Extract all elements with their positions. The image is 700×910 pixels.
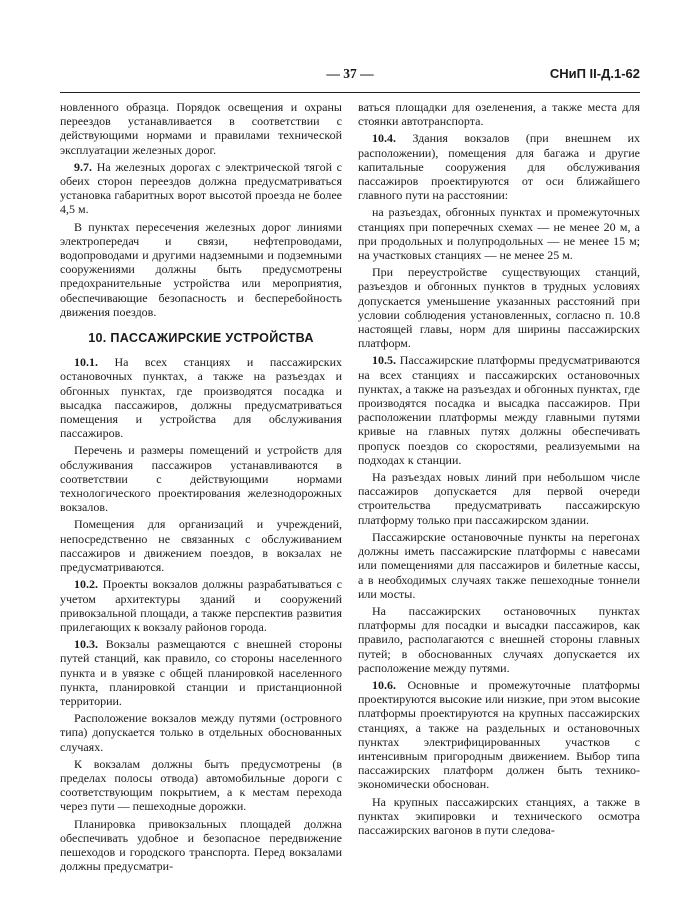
header-rule (60, 92, 640, 93)
paragraph: Планировка привокзальных площадей должна обеспечивать удобное и безопасное передвижение пешеходов и городского транспорта. Перед вокзалами должны предусматри- (60, 816, 342, 874)
page-header (60, 66, 640, 88)
paragraph: При переустройстве существующих станций, разъездов и обгонных пунктов в трудных условиях допускается уменьшение указанных расстояний при условии соблюдения установленных, согласно п. 10.8 настоящей главы, норм для ширины пассажирских платформ. (358, 265, 640, 351)
right-column (358, 100, 640, 840)
paragraph: ваться площадки для озеленения, а также места для стоянки автотранспорта. (358, 100, 640, 129)
clause-text: Здания вокзалов (при внешнем их расположении), помещения для багажа и другие капитальные сооружения для обслуживания пассажиров проектируются от оси ближайшего главного пути на расстоянии: (358, 131, 640, 203)
clause-number: 9.7. (74, 159, 92, 174)
clause-number: 10.6. (372, 677, 396, 692)
paragraph: На пассажирских остановочных пунктах платформы для посадки и высадки пассажиров, как правило, располагаются с внешней стороны главных путей; в обоснованных случаях допускается их расположение между путями. (358, 603, 640, 675)
paragraph: К вокзалам должны быть предусмотрены (в пределах полосы отвода) автомобильные дороги с соответствующим покрытием, а к местам перехода через пути — пешеходные дорожки. (60, 756, 342, 814)
clause-10-1 (60, 355, 342, 440)
page-number: — 37 — (326, 66, 374, 81)
clause-number: 10.5. (372, 353, 396, 368)
clause-10-3 (60, 637, 342, 708)
clause-text: Пассажирские платформы предусматриваются на всех станциях и пассажирских остановочных пунктах, а также на разъездах и обгонных пунктах, где производятся посадка и высадка пассажиров. При расположении платформы между главными путями кривые на главных путях должны обеспечивать пропуск поездов со скоростями, реализуемыми на подходах к станции. (358, 353, 640, 467)
paragraph: Помещения для организаций и учреждений, непосредственно не связанных с обслуживанием пассажиров и движением поездов, в вокзалах не предусматриваются. (60, 517, 342, 575)
clause-text: Основные и промежуточные платформы проектируются высокие или низкие, при этом высокие платформы проектируются на крупных пассажирских станциях, а также на раздельных и остановочных пунктах электрифицированных участков с интенсивным пригородным движением. Выбор типа пассажирских платформ должен быть технико-экономически обоснован. (358, 677, 640, 792)
clause-10-4 (358, 131, 640, 202)
clause-number: 10.4. (372, 131, 396, 146)
clause-text: На железных дорогах с электрической тягой с обеих сторон переездов должна предусматриваться установка габаритных ворот высотой проезда не более 4,5 м. (60, 159, 343, 217)
clause-10-6 (358, 678, 640, 792)
section-title: 10. ПАССАЖИРСКИЕ УСТРОЙСТВА (88, 331, 314, 346)
paragraph: На крупных пассажирских станциях, а также в пунктах экипировки и технического осмотра пассажирских вагонов в пути следова- (358, 794, 640, 837)
clause-text: На всех станциях и пассажирских остановочных пунктах, а также на разъездах и обгонных пунктах, где производятся посадка и высадка пассажиров, должны предусматриваться помещения и устройства для обслуживания пассажиров. (60, 355, 342, 441)
left-column (60, 100, 342, 876)
paragraph: На разъездах новых линий при небольшом числе пассажиров допускается для первой очереди строительства предусматривать пассажирскую платформу только при пассажирском здании. (358, 470, 640, 527)
clause-number: 10.2. (74, 577, 98, 592)
paragraph: на разъездах, обгонных пунктах и промежуточных станциях при поперечных схемах — не менее 20 м, а при продольных и полупродольных — не менее 15 м; на участковых станциях — не менее 25 м. (358, 205, 640, 263)
clause-10-2 (60, 577, 342, 634)
clause-number: 10.1. (74, 355, 98, 370)
clause-text: Вокзалы размещаются с внешней стороны путей станций, как правило, со стороны населенного пункта и в увязке с общей планировкой населенного пункта, планировкой станции и пристанционной территории. (60, 637, 343, 708)
paragraph: новленного образца. Порядок освещения и охраны переездов устанавливается в соответствии с действующими нормами и правилами технической эксплуатации железных дорог. (60, 100, 342, 157)
paragraph: Перечень и размеры помещений и устройств для обслуживания пассажиров устанавливаются в соответствии с действующими нормами технологического проектирования железнодорожных вокзалов. (60, 443, 342, 515)
paragraph: Расположение вокзалов между путями (островного типа) допускается только в отдельных обоснованных случаях. (60, 711, 342, 754)
paragraph: В пунктах пересечения железных дорог линиями электропередач и связи, нефтепроводами, водопроводами и другими надземными и подземными сооружениями должны быть предусмотрены предохранительные устройства или мероприятия, обеспечивающие безопасность и бесперебойность движения поездов. (60, 219, 342, 319)
paragraph: Пассажирские остановочные пункты на перегонах должны иметь пассажирские платформы с навесами или помещениями для пассажиров и билетные кассы, а в необходимых случаях также пешеходные тоннели или мосты. (358, 529, 640, 601)
clause-number: 10.3. (74, 637, 98, 652)
document-code: СНиП II-Д.1-62 (549, 66, 640, 81)
clause-10-5 (358, 353, 640, 467)
clause-text: Проекты вокзалов должны разрабатываться с учетом архитектуры зданий и сооружений привокзальной площади, а также перспектив развития прилегающих к вокзалу районов города. (60, 577, 342, 634)
clause-9-7 (60, 160, 342, 217)
